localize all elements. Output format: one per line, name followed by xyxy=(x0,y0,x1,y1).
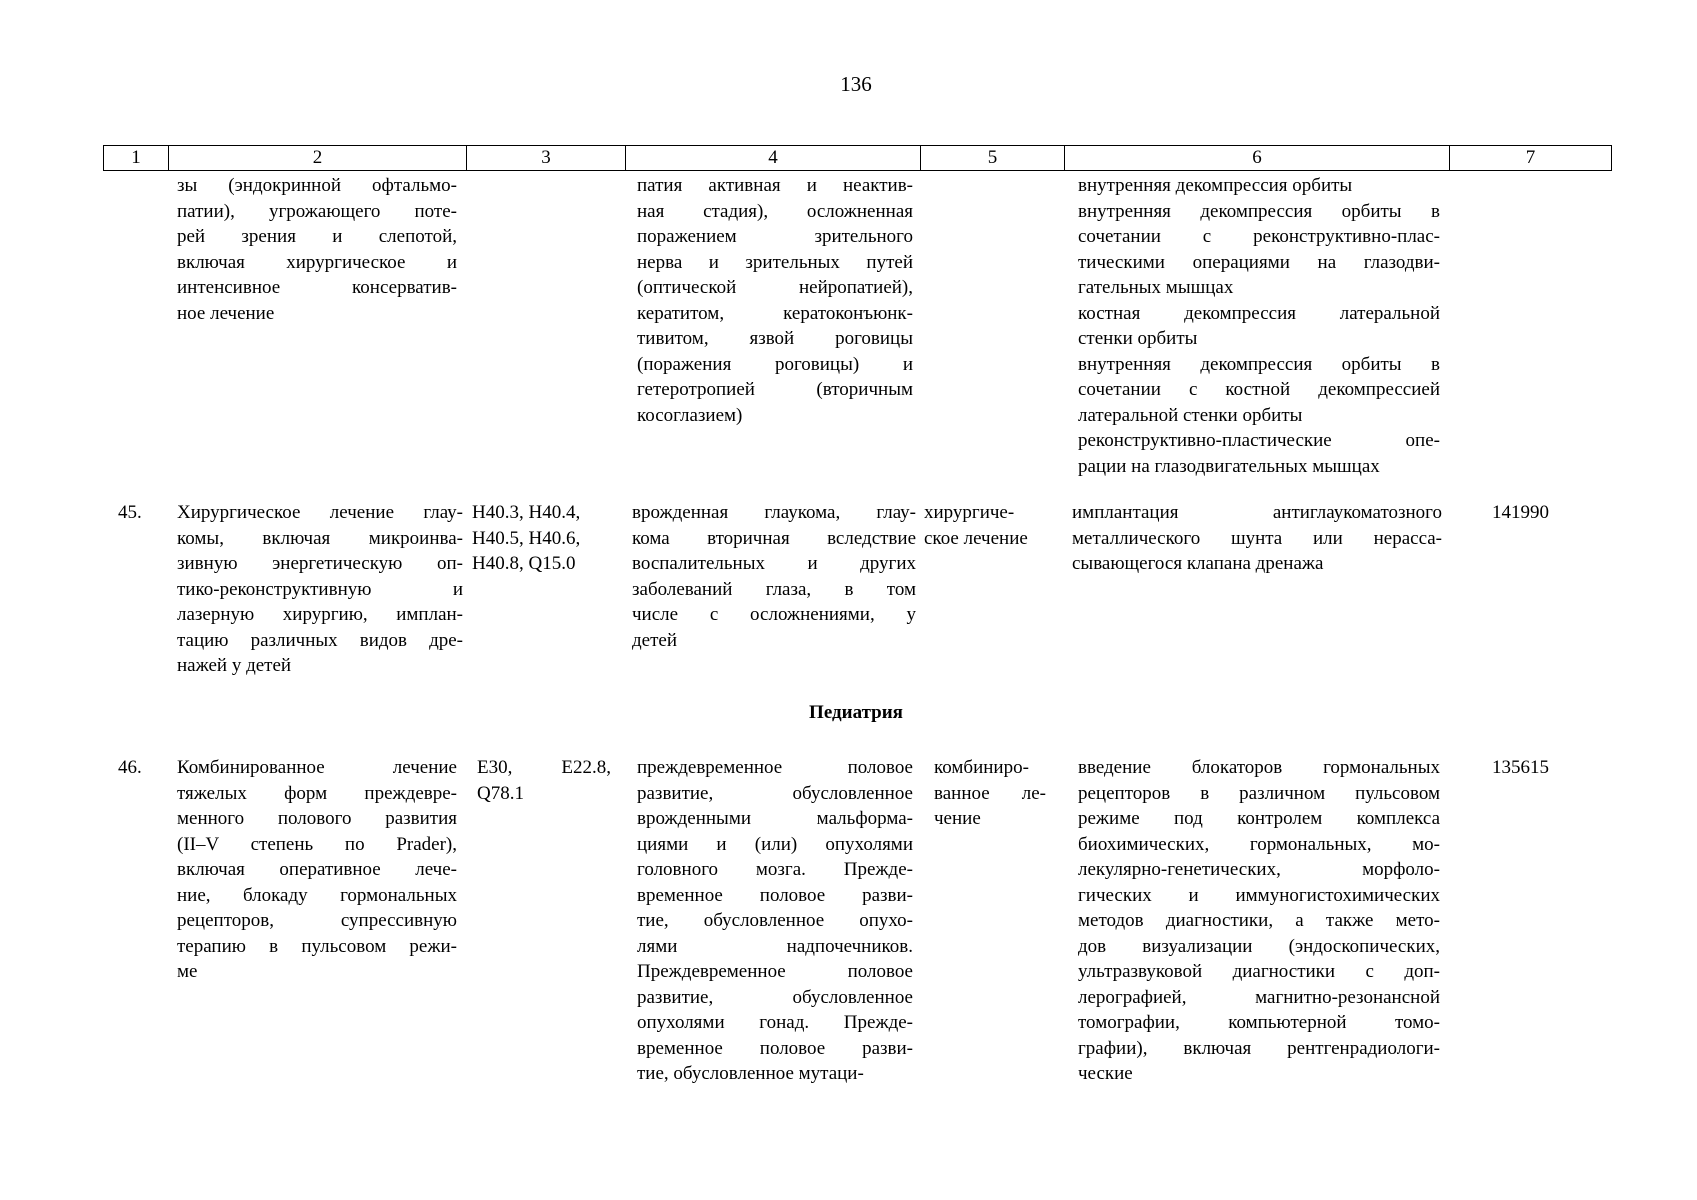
row46-col7: 135615 xyxy=(1492,757,1549,778)
table-header xyxy=(103,145,1612,171)
cont-col4: патия активная и неактив- ная стадия), осложненная поражением зрительного нерва и зрительных путей (оптической нейропатией), кератитом, кератоконъюнк- тивитом, язвой роговицы (поражения роговицы) и гетеротропией (вторичным косоглазием) xyxy=(637,175,913,426)
header-col-5: 5 xyxy=(921,146,1065,171)
row46-number: 46. xyxy=(118,757,142,778)
row45-col4: врожденная глаукома, глау- кома вторичная вследствие воспалительных и других заболеваний глаза, в том числе с осложнениями, у детей xyxy=(632,502,916,651)
row46-col3: E30, E22.8, Q78.1 xyxy=(477,757,611,804)
row46-col2: Комбинированное лечение тяжелых форм преждевре- менного полового развития (II–V степень по Prader), включая оперативное лече- ние, блокаду гормональных рецепторов, супрессивную терапию в пульсовом режи- ме xyxy=(177,757,457,982)
header-col-3: 3 xyxy=(467,146,626,171)
section-title: Педиатрия xyxy=(809,702,903,723)
row45-col6: имплантация антиглаукоматозного металлического шунта или нерасса- сывающегося клапана дренажа xyxy=(1072,502,1442,574)
row45-col2: Хирургическое лечение глау- комы, включая микроинва- зивную энергетическую оп- тико-реконструктивную и лазерную хирургию, имплан- тацию различных видов дре- нажей у детей xyxy=(177,502,463,676)
header-col-2: 2 xyxy=(169,146,467,171)
page-number: 136 xyxy=(840,72,872,96)
header-col-1: 1 xyxy=(104,146,169,171)
header-col-4: 4 xyxy=(626,146,921,171)
row46-col5: комбиниро- ванное ле- чение xyxy=(934,757,1046,829)
row46-col4: преждевременное половое развитие, обусловленное врожденными мальформа- циями и (или) опухолями головного мозга. Прежде- временное половое разви- тие, обусловленное опухо- лями надпочечников. Преждевременное половое развитие, обусловленное опухолями гонад. Прежде- временное половое разви- тие, обусловленное мутаци- xyxy=(637,757,913,1084)
row45-number: 45. xyxy=(118,502,142,523)
header-col-7: 7 xyxy=(1450,146,1612,171)
row45-col3: H40.3, H40.4, H40.5, H40.6, H40.8, Q15.0 xyxy=(472,502,581,574)
row45-col7: 141990 xyxy=(1492,502,1549,523)
row46-col6: введение блокаторов гормональных рецепторов в различном пульсовом режиме под контролем комплекса биохимических, гормональных, мо- лекулярно-генетических, морфоло- гических и иммуногистохимических методов диагностики, а также мето- дов визуализации (эндоскопических, ультразвуковой диагностики с доп- лерографией, магнитно-резонансной томографии, компьютерной томо- графии), включая рентгенрадиологи- ческие xyxy=(1078,757,1440,1084)
cont-col2: зы (эндокринной офтальмо- патии), угрожающего поте- рей зрения и слепотой, включая хирургическое и интенсивное консерватив- ное лечение xyxy=(177,175,457,324)
header-col-6: 6 xyxy=(1065,146,1450,171)
cont-col6: внутренняя декомпрессия орбиты внутренняя декомпрессия орбиты в сочетании с реконструктивно-плас- тическими операциями на глазодви- гательных мышцах костная декомпрессия латеральной стенки орбиты внутренняя декомпрессия орбиты в сочетании с костной декомпрессией латеральной стенки орбиты реконструктивно-пластические опе- рации на глазодвигательных мышцах xyxy=(1078,175,1440,477)
row45-col5: хирургиче- ское лечение xyxy=(924,502,1028,549)
